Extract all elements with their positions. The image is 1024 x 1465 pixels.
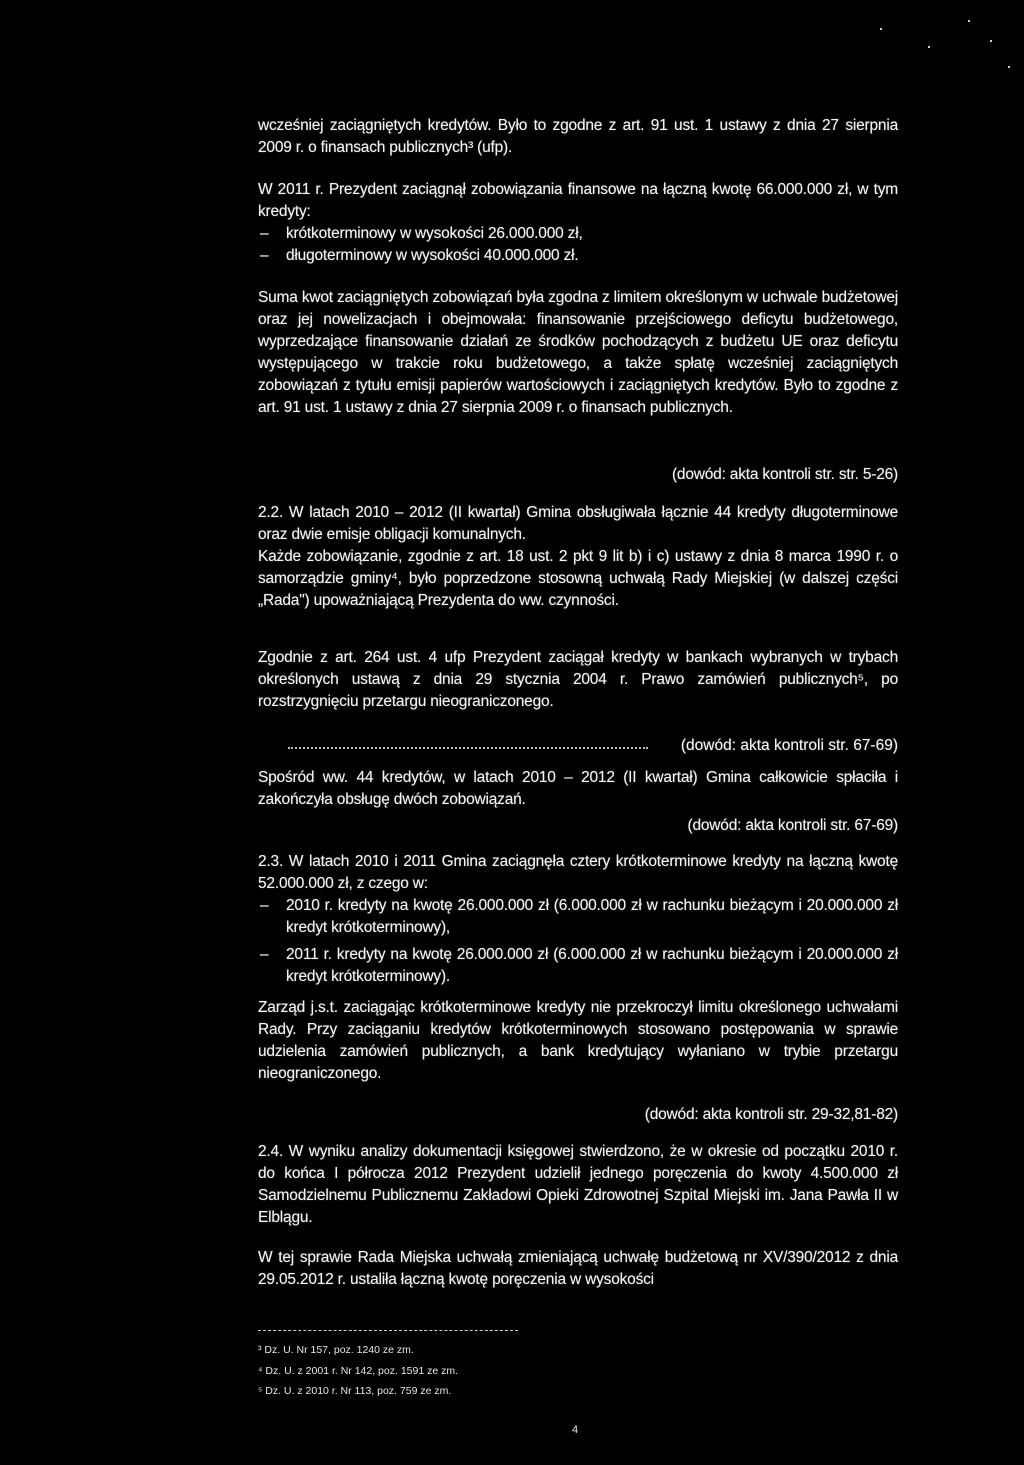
list-dash: – [260,897,269,914]
list-item [258,944,898,988]
list-item-text: krótkoterminowy w wysokości 26.000.000 zł, [286,225,583,242]
scan-speck [990,40,992,42]
evidence-reference: (dowód: akta kontroli str. 67-69) [680,737,898,754]
list-dash: – [260,247,269,264]
list-item [258,895,898,939]
evidence-reference: (dowód: akta kontroli str. 29-32,81-82) [644,1106,898,1123]
scan-speck [880,28,882,30]
list-item-text: długoterminowy w wysokości 40.000.000 zł. [286,247,579,264]
paragraph-2-2: 2.2. W latach 2010 – 2012 (II kwartał) Gmina obsługiwała łącznie 44 kredyty długoterminowe oraz dwie emisje obligacji komunalnych. [258,504,898,543]
list-item-text: 2011 r. kredyty na kwotę 26.000.000 zł (6.000.000 zł w rachunku bieżącym i 20.000.000 zł kredyt krótkoterminowy). [286,946,898,985]
paragraph-intro: wcześniej zaciągniętych kredytów. Było to zgodne z art. 91 ust. 1 ustawy z dnia 27 sierpnia 2009 r. o finansach publicznych³ (ufp). [258,117,898,156]
list-dash: – [260,225,269,242]
list-item [258,245,898,267]
footnote: ⁵ Dz. U. z 2010 r. Nr 113, poz. 759 ze zm. [258,1385,452,1397]
list-item-text: 2010 r. kredyty na kwotę 26.000.000 zł (6.000.000 zł w rachunku bieżącym i 20.000.000 zł kredyt krótkoterminowy), [286,897,898,936]
dotted-leader [288,747,648,749]
paragraph-council-resolution: W tej sprawie Rada Miejska uchwałą zmieniającą uchwałę budżetową nr XV/390/2012 z dnia 29.05.2012 r. ustaliła łączną kwotę poręczenia w wysokości [258,1249,898,1288]
footnote-separator [258,1330,518,1331]
scan-speck [1008,66,1010,68]
paragraph-management-board: Zarząd j.s.t. zaciągając krótkoterminowe kredyty nie przekroczył limitu określonego uchwałami Rady. Przy zaciąganiu kredytów krótkoterminowych stosowano postępowania w sprawie udzielenia zamówień publicznych, a bank kredytujący wyłaniano w trybie przetargu nieograniczonego. [258,999,898,1082]
evidence-reference: (dowód: akta kontroli str. 67-69) [687,817,898,834]
footnote: ⁴ Dz. U. z 2001 r. Nr 142, poz. 1591 ze zm. [258,1365,459,1377]
paragraph-repaid-loans: Spośród ww. 44 kredytów, w latach 2010 – 2012 (II kwartał) Gmina całkowicie spłaciła i zakończyła obsługę dwóch zobowiązań. [258,769,898,808]
scan-speck [928,46,930,48]
list-dash: – [260,946,269,963]
paragraph-2011-obligations: W 2011 r. Prezydent zaciągnął zobowiązania finansowe na łączną kwotę 66.000.000 zł, w tym kredyty: [258,181,898,220]
paragraph-2-4: 2.4. W wyniku analizy dokumentacji księgowej stwierdzono, że w okresie od początku 2010 r. do końca I półrocza 2012 Prezydent udzielił jednego poręczenia do kwoty 4.500.000 zł Samodzielnemu Publicznemu Zakładowi Opieki Zdrowotnej Szpital Miejski im. Jana Pawła II w Elblągu. [258,1143,898,1226]
paragraph-procurement: Zgodnie z art. 264 ust. 4 ufp Prezydent zaciągał kredyty w bankach wybranych w trybach określonych ustawą z dnia 29 stycznia 2004 r. Prawo zamówień publicznych⁵, po rozstrzygnięciu przetargu nieograniczonego. [258,649,898,710]
list-item [258,223,898,245]
paragraph-sum-of-obligations: Suma kwot zaciągniętych zobowiązań była zgodna z limitem określonym w uchwale budżetowej oraz jej nowelizacjach i obejmowała: finansowanie przejściowego deficytu budżetowego, wyprzedzające finansowanie działań ze środków pochodzących z budżetu UE oraz deficytu występującego w trakcie roku budżetowego, a także spłatę wcześniej zaciągniętych zobowiązań z tytułu emisji papierów wartościowych i zaciągniętych kredytów. Było to zgodne z art. 91 ust. 1 ustawy z dnia 27 sierpnia 2009 r. o finansach publicznych. [258,289,898,416]
evidence-reference: (dowód: akta kontroli str. str. 5-26) [671,466,898,483]
paragraph-each-obligation: Każde zobowiązanie, zgodnie z art. 18 ust. 2 pkt 9 lit b) i c) ustawy z dnia 8 marca 1990 r. o samorządzie gminy⁴, było poprzedzone stosowną uchwałą Rady Miejskiej (w dalszej części „Rada") upoważniającą Prezydenta do ww. czynności. [258,548,898,609]
paragraph-2-3: 2.3. W latach 2010 i 2011 Gmina zaciągnęła cztery krótkoterminowe kredyty na łączną kwotę 52.000.000 zł, z czego w: [258,853,898,892]
footnote: ³ Dz. U. Nr 157, poz. 1240 ze zm. [258,1344,414,1356]
page-number: 4 [572,1424,579,1436]
evidence-reference-row [258,735,898,757]
scan-speck [968,20,970,22]
